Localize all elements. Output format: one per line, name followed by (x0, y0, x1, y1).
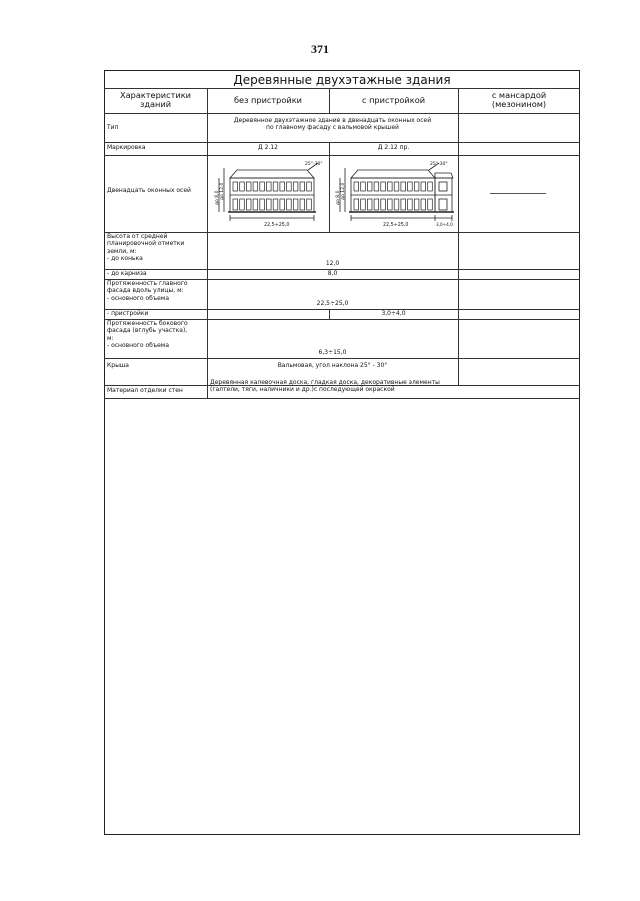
window (361, 182, 366, 191)
row-divider (104, 113, 580, 114)
row-divider (104, 88, 580, 89)
row-label-roof: Крыша (107, 362, 129, 369)
window (293, 182, 298, 191)
width-dim: 22,5÷25,0 (383, 223, 409, 228)
window (307, 182, 312, 191)
window (408, 182, 413, 191)
row-label-eave: - до карниза (107, 270, 147, 277)
facade-drawing-without-annex (212, 160, 327, 230)
roof-value: Вальмовая, угол наклона 25° - 30° (277, 362, 388, 369)
marking-with-annex: Д 2.12 пр. (377, 144, 410, 151)
window (361, 199, 366, 210)
window (280, 199, 285, 210)
eave-height-dim: до 8,0 (215, 190, 220, 205)
header-characteristics: Характеристики зданий (120, 90, 191, 109)
window (394, 182, 399, 191)
window (354, 182, 359, 191)
table-title: Деревянные двухэтажные здания (233, 73, 451, 87)
window (381, 199, 386, 210)
window (367, 199, 372, 210)
window (273, 182, 278, 191)
window (246, 182, 251, 191)
window (240, 199, 245, 210)
window (287, 182, 292, 191)
window (394, 199, 399, 210)
mansard-empty-dash (490, 193, 546, 194)
window (307, 199, 312, 210)
window (401, 182, 406, 191)
window (293, 199, 298, 210)
window (233, 199, 238, 210)
window (253, 182, 258, 191)
row-divider (104, 155, 580, 156)
window (428, 182, 433, 191)
window (408, 199, 413, 210)
window (260, 182, 265, 191)
annex-length-value: 3,0÷4,0 (381, 310, 406, 317)
window (287, 199, 292, 210)
col-divider (329, 142, 330, 233)
row-label-side-facade: Протяженность бокового фасада (вглубь участка), м: - основного объема (107, 320, 188, 350)
row-label-annex: - пристройки (107, 310, 149, 317)
window (414, 182, 419, 191)
window (240, 182, 245, 191)
window (246, 199, 251, 210)
window (374, 199, 379, 210)
window (233, 182, 238, 191)
header-without-annex: без пристройки (234, 95, 302, 105)
window (388, 182, 393, 191)
row-label-window-axes: Двенадцать оконных осей (107, 187, 191, 194)
type-description: Деревянное двухэтажное здание в двенадцать оконных осей по главному фасаду с вальмовой крышей (233, 117, 432, 132)
side-facade-value: 6,3÷15,0 (318, 349, 347, 356)
window (367, 182, 372, 191)
slope-label: 25°-30° (305, 162, 323, 167)
height-ridge-value: 12,0 (325, 260, 340, 267)
row-label-wall-material: Материал отделки стен (107, 387, 183, 394)
ridge-height-dim: до 12,0 (220, 182, 225, 200)
window (280, 182, 285, 191)
facade-drawing-with-annex (333, 160, 457, 230)
main-facade-value: 22,5÷25,0 (316, 300, 349, 307)
window (401, 199, 406, 210)
row-divider (104, 358, 580, 359)
header-with-mansard: с мансардой (мезонином) (491, 90, 547, 109)
window (421, 182, 426, 191)
window (267, 182, 272, 191)
width-dim: 22,5÷25,0 (264, 223, 290, 228)
window (267, 199, 272, 210)
window (388, 199, 393, 210)
slope-label: 25°-30° (430, 162, 448, 167)
height-eave-value: 8,0 (327, 270, 338, 277)
window (300, 182, 305, 191)
window (260, 199, 265, 210)
ridge-height-dim: до 12,0 (341, 182, 346, 200)
window (273, 199, 278, 210)
window (354, 199, 359, 210)
wall-material-value: Деревянная калевочная доска, гладкая доска, декоративные элементы (галтели, тяги, наличники и др.)с последующей окраской (210, 379, 440, 394)
header-with-annex: с пристройкой (361, 95, 426, 105)
row-divider (104, 398, 580, 399)
window (381, 182, 386, 191)
window (253, 199, 258, 210)
window (414, 199, 419, 210)
page-number: 371 (311, 42, 329, 56)
eave-height-dim: до 8,0 (336, 190, 341, 205)
row-label-height: Высота от средней планировочной отметки земли, м: - до конька (107, 233, 185, 263)
window (300, 199, 305, 210)
annex-dim: 3,0÷4,0 (436, 222, 453, 227)
row-divider (104, 142, 580, 143)
window (428, 199, 433, 210)
marking-without-annex: Д 2.12 (258, 144, 278, 151)
row-label-type: Тип (107, 124, 119, 131)
row-label-main-facade: Протяженность главного фасада вдоль улицы, м: - основного объема (107, 280, 188, 302)
window (421, 199, 426, 210)
col-divider (458, 88, 459, 386)
row-label-marking: Маркировка (107, 144, 146, 151)
window (374, 182, 379, 191)
